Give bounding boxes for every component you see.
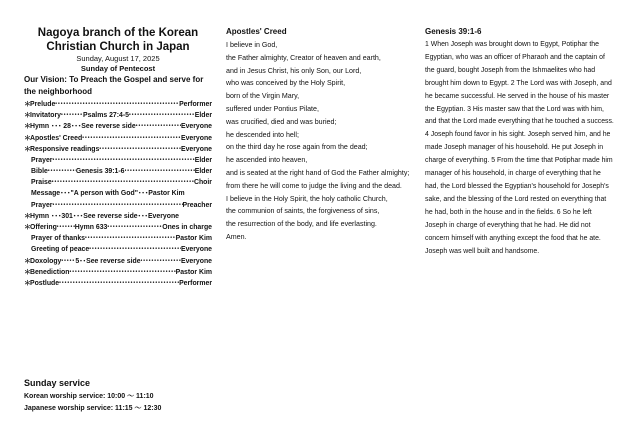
order-item: Prayer of thanks ••••• Pastor Kim — [24, 233, 212, 244]
creed-line: the communion of saints, the forgiveness of sins, — [226, 207, 380, 216]
order-item: Bible ••••• Genesis 39:1-6 ••••• Elder — [24, 166, 212, 177]
order-item: ＊ Invitatory ••••• Psalms 27:4-5 ••••• Elder — [24, 110, 212, 121]
creed-text — [226, 39, 412, 244]
creed-line: he ascended into heaven, — [226, 156, 308, 165]
order-item: ＊ Doxology ••••• 5･･See reverse side ••••• Everyone — [24, 256, 212, 267]
order-item: ＊ Apostles' Creed ••••• Everyone — [24, 133, 212, 144]
order-item: ＊ Benediction ••••• Pastor Kim — [24, 267, 212, 278]
order-list — [24, 99, 212, 289]
vision-statement — [24, 74, 212, 98]
creed-column — [226, 0, 412, 244]
creed-line: suffered under Pontius Pilate, — [226, 104, 319, 113]
order-item: ＊ Hymn ･･･ 28･･･See reverse side ••••• Everyone — [24, 121, 212, 132]
order-of-worship-column — [24, 0, 212, 289]
creed-line: Amen. — [226, 232, 247, 241]
scripture-title: Genesis 39:1-6 — [425, 27, 482, 36]
creed-line: the resurrection of the body, and life everlasting. — [226, 220, 377, 229]
vision-text: To Preach the Gospel and serve for the neighborhood — [24, 75, 204, 96]
order-item: ＊ Prelude ••••• Performer — [24, 99, 212, 110]
korean-service-time: Korean worship service: 10:00 ～ 11:10 — [24, 393, 154, 400]
order-item: ＊ Hymn ･･･301･･･See reverse side･･･Everyone — [24, 212, 179, 220]
creed-title: Apostles' Creed — [226, 27, 287, 36]
creed-line: and is seated at the right hand of God the Father almighty; — [226, 168, 410, 177]
service-date: Sunday, August 17, 2025 — [76, 54, 160, 63]
creed-line: I believe in God, — [226, 41, 278, 49]
japanese-service-time: Japanese worship service: 11:15 ～ 12:30 — [24, 405, 162, 412]
order-item: Prayer ••••• Preacher — [24, 200, 212, 211]
scripture-column — [425, 0, 615, 258]
creed-line: and in Jesus Christ, his only Son, our Lord, — [226, 66, 362, 75]
church-name-line2: Christian Church in Japan — [46, 41, 190, 53]
creed-line: the Father almighty, Creator of heaven and earth, — [226, 53, 381, 62]
service-times — [24, 377, 224, 415]
order-item: ＊ Responsive readings ••••• Everyone — [24, 144, 212, 155]
order-item: Message･･･"A person with God"･･･Pastor Kim — [31, 190, 185, 198]
creed-line: I believe in the Holy Spirit, the holy catholic Church, — [226, 194, 388, 203]
service-times-title: Sunday service — [24, 378, 91, 388]
order-item: Praise ••••• Choir — [24, 177, 212, 188]
order-item: ＊ Offering ••••• Hymn 633 ••••• Ones in charge — [24, 222, 212, 233]
vision-label: Our Vision: — [24, 75, 67, 84]
creed-line: was crucified, died and was buried; — [226, 117, 337, 126]
order-item: ＊ Postlude ••••• Performer — [24, 278, 212, 289]
order-item: Prayer ••••• Elder — [24, 155, 212, 166]
church-name-line1: Nagoya branch of the Korean — [37, 27, 199, 39]
creed-line: on the third day he rose again from the dead; — [226, 143, 368, 152]
creed-line: who was conceived by the Holy Spirit, — [226, 79, 346, 88]
creed-line: from there he will come to judge the living and the dead. — [226, 181, 402, 190]
liturgical-occasion: Sunday of Pentecost — [80, 64, 156, 73]
order-item: Greeting of peace ••••• Everyone — [24, 244, 212, 255]
creed-line: born of the Virgin Mary, — [226, 92, 300, 101]
scripture-text: 1 When Joseph was brought down to Egypt, Potiphar the Egyptian, who was an officer of Pharaoh and the captain of the guard, bought Joseph from the Ishmaelites who had brought him down to Egypt. 2 The Lord was with Joseph, and he became successful. He served in the house of his master the Egyptian. 3 His master saw that the Lord was with him, and that the Lord made everything that he touched a success. 4 Joseph found favor in his sight. Joseph served him, and he made Joseph manager of his household. He put Joseph in charge of everything. 5 From the time that Potiphar made him manager of his household, in charge of everything that he had, the Lord blessed the Egyptian's household for Joseph's sake, and the blessing of the Lord rested on everything that he had, both in the house and in the fields. 6 So he left Joseph in charge of everything that he had. He did not concern himself with anything except the food that he ate. Joseph was well built and handsome. — [425, 41, 614, 255]
creed-line: he descended into hell; — [226, 130, 299, 139]
